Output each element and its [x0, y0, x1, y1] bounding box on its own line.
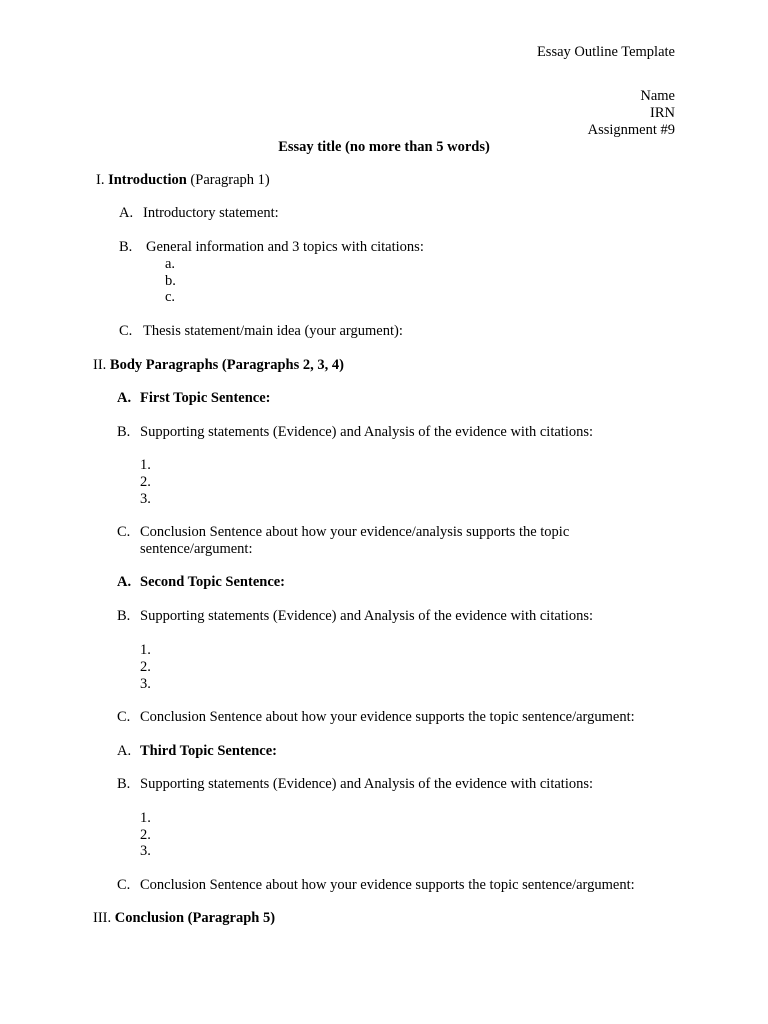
section-note: (Paragraph 1) [190, 172, 270, 188]
section-heading: Introduction [108, 172, 187, 188]
topic2-num-1: 1. [140, 642, 151, 658]
intro-subitem-c: c. [165, 289, 176, 305]
topic1-a-marker: A. [117, 390, 132, 406]
topic2-b-marker: B. [117, 608, 131, 624]
topic3-a-text: Third Topic Sentence: [140, 743, 277, 759]
topic3-c-text: Conclusion Sentence about how your evidence supports the topic sentence/argument: [140, 877, 635, 893]
assignment-field: Assignment #9 [587, 122, 675, 138]
topic2-b-text: Supporting statements (Evidence) and Analysis of the evidence with citations: [140, 608, 594, 624]
section-numeral: II. [93, 357, 107, 373]
intro-item-c-marker: C. [119, 323, 133, 339]
topic3-c-marker: C. [117, 877, 131, 893]
intro-item-b-text: General information and 3 topics with citations: [146, 239, 424, 255]
topic1-a-text: First Topic Sentence: [140, 390, 271, 406]
section-heading: Body Paragraphs (Paragraphs 2, 3, 4) [109, 357, 344, 373]
topic3-num-1: 1. [140, 810, 151, 826]
topic3-b-marker: B. [117, 776, 131, 792]
intro-subitem-b: b. [165, 273, 176, 289]
topic2-c-marker: C. [117, 709, 131, 725]
topic2-a-marker: A. [117, 574, 132, 590]
topic2-num-2: 2. [140, 659, 151, 675]
topic3-a-marker: A. [117, 743, 132, 759]
irn-field: IRN [650, 105, 675, 121]
topic2-a-text: Second Topic Sentence: [140, 574, 286, 590]
topic3-num-3: 3. [140, 843, 151, 859]
topic1-b-text: Supporting statements (Evidence) and Analysis of the evidence with citations: [140, 424, 594, 440]
topic1-c-marker: C. [117, 524, 131, 540]
section-numeral: III. [93, 910, 112, 926]
section-heading: Conclusion (Paragraph 5) [114, 910, 276, 926]
intro-subitem-a: a. [165, 256, 176, 272]
section-conclusion-heading [93, 910, 275, 927]
section-introduction-heading [96, 172, 270, 189]
topic1-c-text-line1: Conclusion Sentence about how your evidence/analysis supports the topic [140, 524, 570, 540]
topic3-b-text: Supporting statements (Evidence) and Analysis of the evidence with citations: [140, 776, 594, 792]
section-body-heading [93, 357, 344, 374]
topic1-b-marker: B. [117, 424, 131, 440]
topic1-num-1: 1. [140, 457, 151, 473]
intro-item-a-text: Introductory statement: [143, 205, 279, 221]
topic2-c-text: Conclusion Sentence about how your evidence supports the topic sentence/argument: [140, 709, 635, 725]
intro-item-a-marker: A. [119, 205, 134, 221]
essay-title: Essay title (no more than 5 words) [278, 139, 490, 155]
topic2-num-3: 3. [140, 676, 151, 692]
topic1-c-text-line2: sentence/argument: [140, 541, 253, 557]
topic3-num-2: 2. [140, 827, 151, 843]
topic1-num-3: 3. [140, 491, 151, 507]
student-name-field: Name [640, 88, 675, 104]
intro-item-b-marker: B. [119, 239, 133, 255]
section-numeral: I. [96, 172, 105, 188]
document-header-title: Essay Outline Template [536, 44, 675, 60]
topic1-num-2: 2. [140, 474, 151, 490]
intro-item-c-text: Thesis statement/main idea (your argument): [143, 323, 403, 339]
